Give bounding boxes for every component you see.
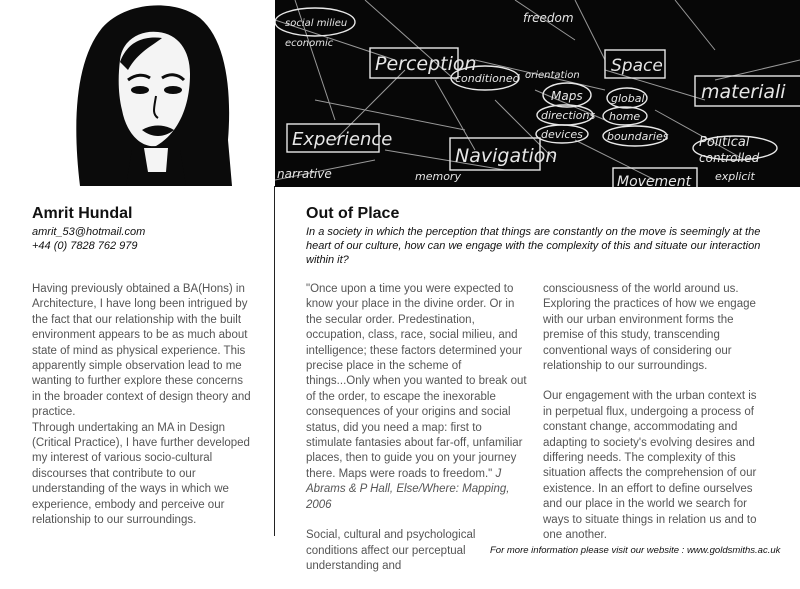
banner-word-narrative: narrative [277, 167, 332, 181]
consciousness-paragraph: consciousness of the world around us. Exploring the practices of how we engage with our urban environment forms the premise of this study, transcending conventional ways of considering our relationship to our surroundings. [543, 283, 756, 373]
quote-text: "Once upon a time you were expected to know your place in the divine order. Or in the secular order. Predestination, occupation, class, race, social milieu, and intelligence; these factors determined your precise place in the scheme of things...Only when you wanted to break out of the order, to escape the inexorable consequences of your origins and social status, did you need a map: first to stimulate fantasies about far-off, unfamiliar places, then to guide you on your journey there. Maps were roads to freedom." [306, 283, 527, 480]
banner-word-social-milieu: social milieu [285, 18, 348, 29]
bio-paragraph-1: Having previously obtained a BA(Hons) in Architecture, I have long been intrigued by the fact that our relationship with the built environment appears to be as much about state of mind as physical experience. This apparently simple observation lead to me wanting to further explore these concerns in the broader context of design theory and practice. [32, 283, 251, 419]
quote-paragraph [306, 282, 528, 513]
portrait-photo [62, 0, 238, 186]
banner-word-economic: economic [285, 38, 334, 49]
banner-word-materiality: materiali [701, 81, 786, 103]
banner-word-space: Space [611, 56, 663, 76]
banner-word-global: global [611, 92, 645, 105]
text-column-2 [543, 282, 765, 559]
banner-word-controlled: controlled [699, 151, 760, 165]
column-divider [274, 186, 275, 536]
text-column-1 [306, 282, 528, 589]
quote-source: J Abrams & P Hall, Else/Where: Mapping, 2006 [306, 467, 510, 511]
footer-website-note: For more information please visit our website : www.goldsmiths.ac.uk [490, 545, 781, 556]
author-name: Amrit Hundal [32, 205, 133, 222]
concept-map-banner [275, 0, 800, 187]
banner-word-directions: directions [541, 109, 596, 122]
bio-paragraph-2: Through undertaking an MA in Design (Critical Practice), I have further developed my interest of various socio-cultural discourses that contribute to our understanding of the ways in which we experience, embody and perceive our relationship to our surroundings. [32, 421, 250, 527]
author-email[interactable]: amrit_53@hotmail.com [32, 226, 146, 238]
banner-word-experience: Experience [292, 129, 393, 150]
banner-word-freedom: freedom [523, 11, 574, 25]
banner-word-navigation: Navigation [455, 145, 558, 167]
banner-word-devices: devices [541, 128, 583, 141]
banner-word-boundaries: boundaries [607, 130, 669, 143]
engagement-paragraph: Our engagement with the urban context is in perpetual flux, undergoing a process of constant change, accommodating and adapting to society's evolving desires and differing needs. The complexity of this situation affects the comprehension of our existence. In an effort to define ourselves and our place in the world we search for ways to situate things in relation us and to one another. [543, 390, 757, 542]
author-phone: +44 (0) 7828 762 979 [32, 240, 138, 252]
project-subtitle: In a society in which the perception that things are constantly on the move is seemingly at the heart of our culture, how can we engage with the complexity of this and situate our interaction within it? [306, 226, 761, 266]
banner-word-political: Political [699, 135, 750, 150]
banner-word-conditioned: conditioned [455, 72, 520, 85]
banner-word-memory: memory [415, 170, 461, 183]
project-title: Out of Place [306, 205, 400, 222]
social-paragraph: Social, cultural and psychological conditions affect our perceptual understanding and [306, 529, 476, 572]
banner-word-explicit: explicit [715, 170, 755, 183]
author-bio [32, 282, 254, 529]
banner-word-perception: Perception [375, 53, 477, 75]
banner-word-maps: Maps [551, 89, 583, 103]
banner-word-orientation: orientation [525, 70, 580, 81]
banner-word-movement: Movement [617, 174, 692, 187]
banner-word-home: home [609, 110, 641, 123]
